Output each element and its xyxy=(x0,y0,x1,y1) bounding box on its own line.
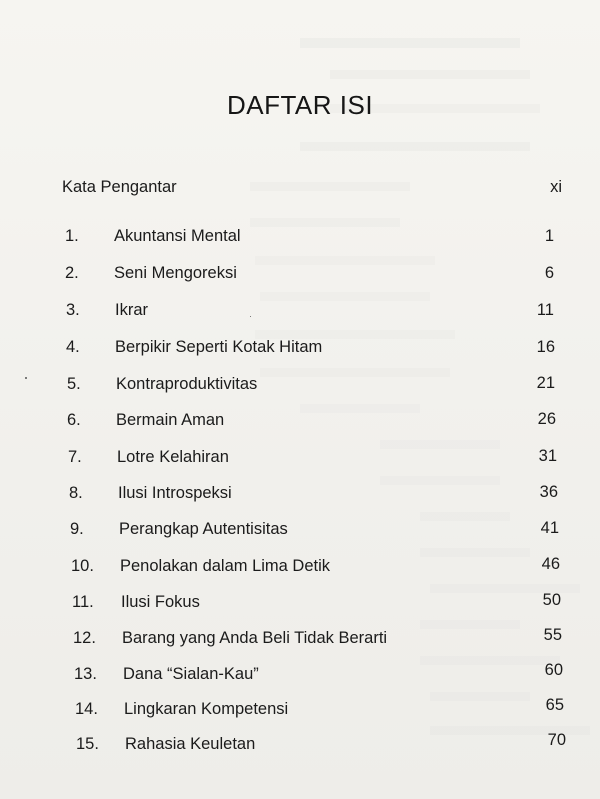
toc-entry-title: Ilusi Fokus xyxy=(121,593,200,611)
toc-entry-title: Bermain Aman xyxy=(116,411,225,429)
toc-entry-number: 11. xyxy=(72,593,94,611)
toc-entry-number: 7. xyxy=(68,448,82,466)
toc-entry-page: 50 xyxy=(542,591,561,609)
toc-entry-number: 13. xyxy=(74,665,97,683)
toc-entry-title: Ilusi Introspeksi xyxy=(118,484,232,502)
toc-entry-page: 16 xyxy=(536,338,555,356)
page-title: DAFTAR ISI xyxy=(226,90,374,120)
toc-entry-title: Akuntansi Mental xyxy=(114,227,241,245)
toc-entry-number: 10. xyxy=(71,557,94,575)
toc-intro-label: Kata Pengantar xyxy=(62,178,177,196)
toc-entry-title: Lingkaran Kompetensi xyxy=(124,700,289,718)
toc-entry-number: 3. xyxy=(66,301,80,319)
toc-entry-page: 70 xyxy=(547,731,566,749)
toc-entry-page: 60 xyxy=(544,661,563,679)
toc-entry-title: Lotre Kelahiran xyxy=(117,448,229,466)
toc-entry-page: 21 xyxy=(536,374,555,392)
toc-entry-number: 2. xyxy=(65,264,79,282)
toc-entry-title: Perangkap Autentisitas xyxy=(119,520,288,538)
toc-entry-title: Seni Mengoreksi xyxy=(114,264,237,282)
toc-entry-page: 41 xyxy=(540,519,559,537)
toc-entry-number: 5. xyxy=(67,375,81,393)
toc-entry-number: 1. xyxy=(65,227,79,245)
toc-entry-title: Penolakan dalam Lima Detik xyxy=(120,557,331,575)
toc-entry-number: 9. xyxy=(70,520,84,538)
toc-intro-page: xi xyxy=(550,178,562,196)
toc-entry-title: Berpikir Seperti Kotak Hitam xyxy=(115,338,323,356)
toc-entry-title: Rahasia Keuletan xyxy=(125,735,256,753)
toc-entry-title: Dana “Sialan-Kau” xyxy=(123,665,259,683)
toc-entry-page: 55 xyxy=(543,626,562,644)
toc-entry-number: 6. xyxy=(67,411,81,429)
toc-entry-number: 12. xyxy=(73,629,96,647)
toc-entry-page: 31 xyxy=(538,447,557,465)
toc-entry-title: Kontraproduktivitas xyxy=(116,375,258,393)
dust-speck xyxy=(25,377,27,379)
toc-entry-page: 1 xyxy=(544,227,554,245)
toc-entry-page: 65 xyxy=(545,696,564,714)
toc-entry-number: 14. xyxy=(75,700,98,718)
dust-speck xyxy=(250,316,251,317)
toc-entry-page: 6 xyxy=(544,264,554,282)
toc-entry-page: 36 xyxy=(539,483,558,501)
toc-entry-page: 46 xyxy=(541,555,560,573)
toc-entry-title: Barang yang Anda Beli Tidak Berarti xyxy=(122,629,388,647)
toc-entry-number: 8. xyxy=(69,484,83,502)
toc-entry-number: 15. xyxy=(76,735,99,753)
toc-entry-number: 4. xyxy=(66,338,80,356)
toc-entry-title: Ikrar xyxy=(115,301,148,319)
toc-entry-page: 11 xyxy=(536,301,554,319)
toc-entry-page: 26 xyxy=(537,410,556,428)
